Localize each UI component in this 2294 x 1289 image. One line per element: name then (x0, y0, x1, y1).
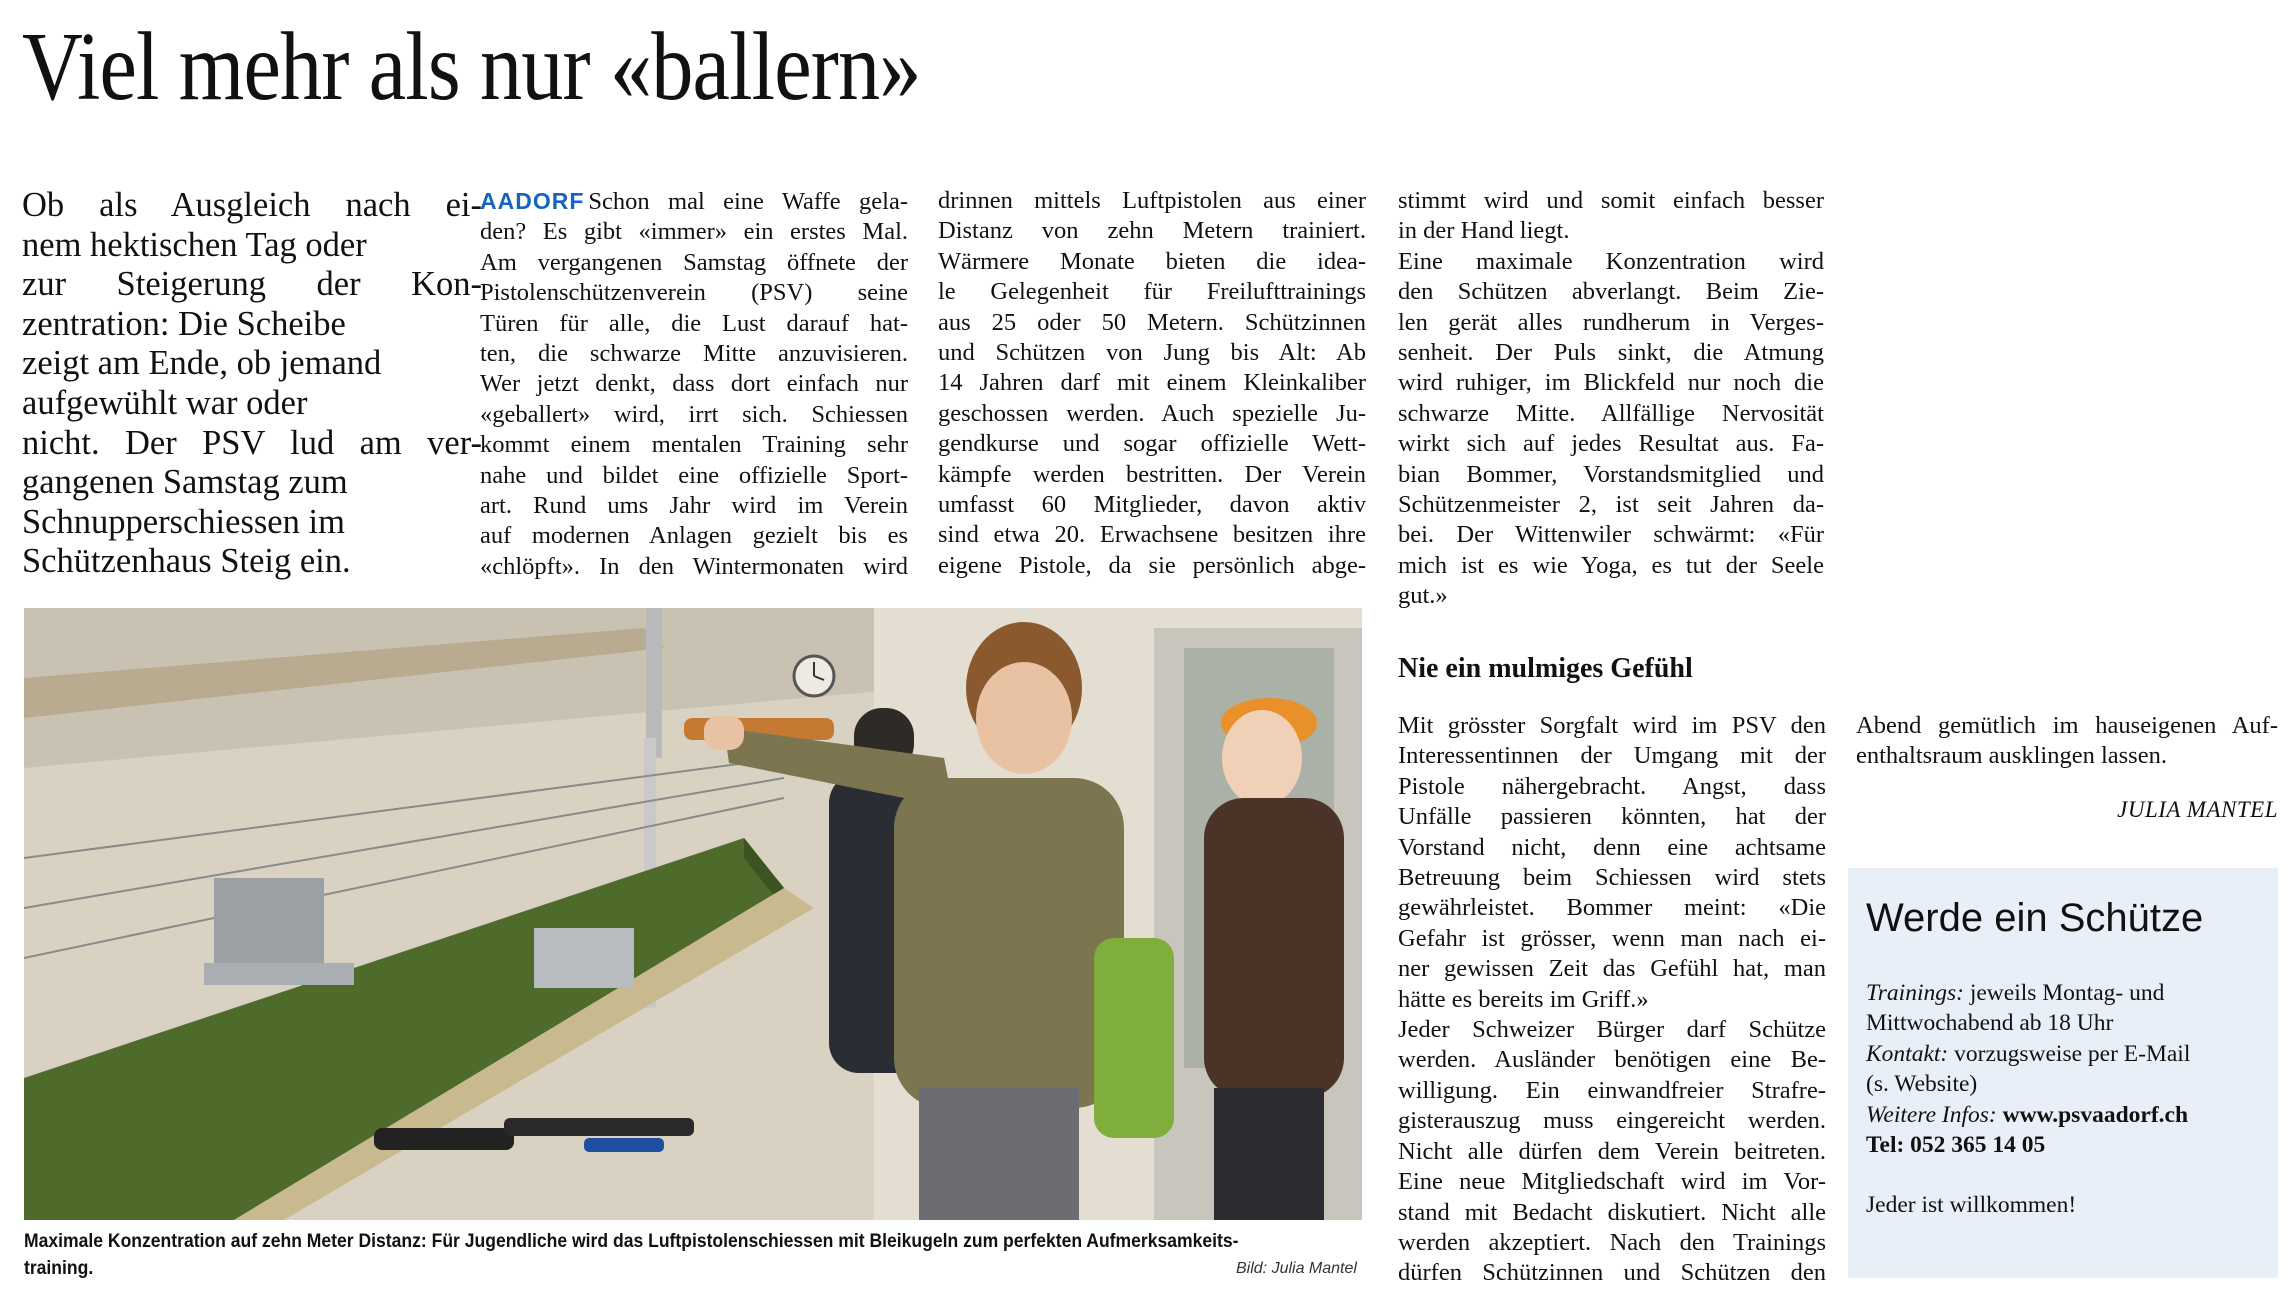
article-column-3-continued (1398, 711, 1826, 1289)
body-line: Pistolenschützenverein (PSV) seine (480, 279, 908, 307)
body-line: Unfälle passieren könnten, hat der (1398, 803, 1826, 831)
info-kontakt-label: Kontakt: (1866, 1040, 1949, 1067)
body-line: werden. Ausländer benötigen eine Be- (1398, 1046, 1826, 1074)
lead-line: zentration: Die Scheibe (22, 304, 346, 343)
body-line: Am vergangenen Samstag öffnete der (480, 248, 908, 276)
article-author: JULIA MANTEL (2117, 797, 2278, 822)
body-line: Abend gemütlich im hauseigenen Auf- (1856, 712, 2278, 739)
lead-line: gangenen Samstag zum (22, 463, 348, 502)
body-line: stimmt wird und somit einfach besser (1398, 187, 1824, 214)
body-line: dürfen Schützinnen und Schützen den (1398, 1259, 1826, 1287)
body-line-text: Schon mal eine Waffe gela- (588, 188, 908, 215)
info-trainings-label: Trainings: (1866, 980, 1964, 1006)
body-line: in der Hand liegt. (1398, 217, 1570, 245)
lead-line: nicht. Der PSV lud am ver- (22, 423, 482, 462)
info-website (1866, 1100, 2270, 1130)
info-box (1848, 868, 2278, 1278)
lead-line: Schnupperschiessen im (22, 502, 345, 541)
body-line: gisterauszug muss eingereicht werden. (1398, 1107, 1826, 1135)
body-line: Wer jetzt denkt, dass dort einfach nur (480, 370, 908, 398)
body-line: auf modernen Anlagen gezielt bis es (480, 522, 908, 550)
lead-line: nem hektischen Tag oder (22, 225, 367, 264)
info-website-url[interactable]: www.psvaadorf.ch (1996, 1101, 2189, 1128)
body-line: eigene Pistole, da sie persönlich abge- (938, 551, 1366, 579)
body-line: «chlöpft». In den Wintermonaten wird (480, 552, 908, 580)
lead-line: zur Steigerung der Kon- (22, 265, 482, 304)
body-line: Betreuung beim Schiessen wird stets (1398, 864, 1826, 892)
article-lead (22, 186, 482, 582)
body-line: Nicht alle dürfen dem Verein beitreten. (1398, 1137, 1826, 1165)
photo-illustration (24, 608, 1362, 1220)
body-line: Eine neue Mitgliedschaft wird im Vor- (1398, 1168, 1826, 1196)
lead-line: Ob als Ausgleich nach ei- (22, 186, 482, 224)
info-box-body (1866, 978, 2270, 1221)
body-line: Pistole nähergebracht. Angst, dass (1398, 772, 1826, 800)
article-column-2 (938, 186, 1366, 581)
body-line: gut.» (1398, 582, 1448, 610)
info-box-title: Werde ein Schütze (1866, 896, 2204, 940)
info-kontakt-text: vorzugsweise per E-Mail (1948, 1040, 2191, 1067)
body-line: willigung. Ein einwandfreier Strafre- (1398, 1076, 1826, 1104)
body-line: Jeder Schweizer Bürger darf Schütze (1398, 1016, 1826, 1044)
body-line: «geballert» wird, irrt sich. Schiessen (480, 400, 908, 428)
article-subheading: Nie ein mulmiges Gefühl (1398, 653, 1693, 684)
article-column-1 (480, 186, 908, 582)
body-line: Interessentinnen der Umgang mit der (1398, 742, 1826, 770)
info-welcome: Jeder ist willkommen! (1866, 1192, 2077, 1219)
body-line: hätte es bereits im Griff.» (1398, 985, 1649, 1013)
body-line: schwarze Mitte. Allfällige Nervosität (1398, 399, 1824, 427)
body-line: ner gewissen Zeit das Gefühl hat, man (1398, 955, 1826, 983)
body-line: drinnen mittels Luftpistolen aus einer (938, 187, 1366, 214)
info-kontakt (1866, 1039, 2270, 1069)
body-line: Vorstand nicht, denn eine achtsame (1398, 833, 1826, 861)
info-kontakt-text-2: (s. Website) (1866, 1071, 1978, 1098)
body-line: Schützenmeister 2, ist seit Jahren da- (1398, 491, 1824, 519)
body-line: den? Es gibt «immer» ein erstes Mal. (480, 218, 908, 246)
body-line: bei. Der Wittenwiler schwärmt: «Für (1398, 521, 1824, 549)
body-line: wirkt sich auf jedes Resultat aus. Fa- (1398, 430, 1824, 458)
photo-caption (24, 1228, 1239, 1282)
body-line: kämpfe werden bestritten. Der Verein (938, 460, 1366, 488)
dateline: AADORF (480, 188, 585, 214)
body-line: bian Bommer, Vorstandsmitglied und (1398, 460, 1824, 488)
info-website-label: Weitere Infos: (1866, 1101, 1997, 1128)
article-column-3 (1398, 186, 1824, 612)
body-line: gewährleistet. Bommer meint: «Die (1398, 894, 1826, 922)
body-line: ten, die schwarze Mitte anzuvisieren. (480, 340, 908, 368)
body-line: Gefahr ist grösser, wenn man nach ei- (1398, 924, 1826, 952)
body-line: stand mit Bedacht diskutiert. Nicht alle (1398, 1198, 1826, 1226)
photo-credit: Bild: Julia Mantel (1236, 1260, 1357, 1277)
info-trainings-text: jeweils Montag- und (1963, 980, 2165, 1006)
body-line: nahe und bildet eine offizielle Sport- (480, 461, 908, 489)
body-line: le Gelegenheit für Freilufttrainings (938, 278, 1366, 306)
caption-line: Maximale Konzentration auf zehn Meter Distanz: Für Jugendliche wird das Luftpistolenschiessen mit Bleikugeln zum perfekten Aufmerksamkeits- (24, 1230, 1239, 1252)
lead-line: aufgewühlt war oder (22, 383, 308, 422)
article-headline: Viel mehr als nur «ballern» (22, 13, 921, 121)
body-line: mich ist es wie Yoga, es tut der Seele (1398, 551, 1824, 579)
body-line (480, 186, 908, 217)
body-line: den Schützen abverlangt. Beim Zie- (1398, 278, 1824, 306)
body-line: gendkurse und sogar offizielle Wett- (938, 430, 1366, 458)
body-line: Eine maximale Konzentration wird (1398, 247, 1824, 275)
body-line: kommt einem mentalen Training sehr (480, 431, 908, 459)
body-line: geschossen werden. Auch spezielle Ju- (938, 399, 1366, 427)
lead-line: zeigt am Ende, ob jemand (22, 344, 382, 383)
caption-line: training. (24, 1257, 94, 1279)
lead-line: Schützenhaus Steig ein. (22, 542, 351, 581)
body-line: senheit. Der Puls sinkt, die Atmung (1398, 339, 1824, 367)
body-line: wird ruhiger, im Blickfeld nur noch die (1398, 369, 1824, 397)
body-line: Distanz von zehn Metern trainiert. (938, 217, 1366, 245)
body-line: aus 25 oder 50 Metern. Schützinnen (938, 308, 1366, 336)
info-phone: Tel: 052 365 14 05 (1866, 1132, 2046, 1159)
body-line: werden akzeptiert. Nach den Trainings (1398, 1228, 1826, 1256)
body-line: len gerät alles rundherum in Verges- (1398, 308, 1824, 336)
body-line: enthaltsraum ausklingen lassen. (1856, 742, 2167, 770)
article-photo (24, 608, 1362, 1220)
info-trainings (1866, 978, 2270, 1008)
body-line: Türen für alle, die Lust darauf hat- (480, 309, 908, 337)
body-line: umfasst 60 Mitglieder, davon aktiv (938, 491, 1366, 519)
body-line: art. Rund ums Jahr wird im Verein (480, 492, 908, 520)
article-column-4 (1856, 711, 2278, 772)
body-line: und Schützen von Jung bis Alt: Ab (938, 339, 1366, 367)
body-line: Mit grösster Sorgfalt wird im PSV den (1398, 712, 1826, 739)
body-line: sind etwa 20. Erwachsene besitzen ihre (938, 521, 1366, 549)
body-line: Wärmere Monate bieten die idea- (938, 247, 1366, 275)
body-line: 14 Jahren darf mit einem Kleinkaliber (938, 369, 1366, 397)
info-trainings-text-2: Mittwochabend ab 18 Uhr (1866, 1010, 2114, 1037)
